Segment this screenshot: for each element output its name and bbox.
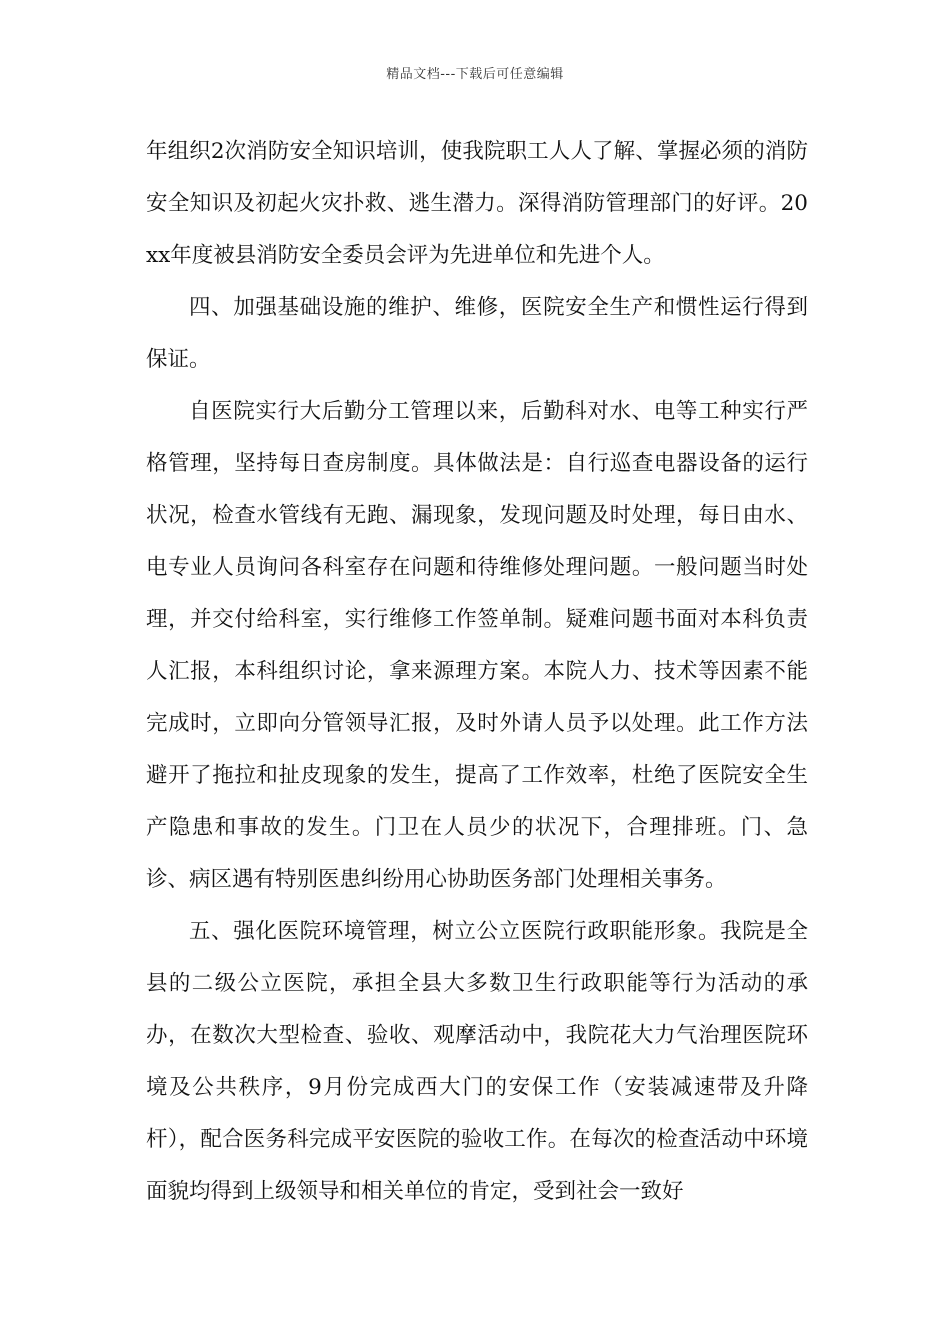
- paragraph-logistics-management: 自医院实行大后勤分工管理以来，后勤科对水、电等工种实行严格管理，坚持每日查房制度。具体做法是：自行巡查电器设备的运行状况，检查水管线有无跑、漏现象，发现问题及时处理，每日由水、电专业人员询问各科室存在问题和待维修处理问题。一般问题当时处理，并交付给科室，实行维修工作签单制。疑难问题书面对本科负责人汇报，本科组织讨论，拿来源理方案。本院人力、技术等因素不能完成时，立即向分管领导汇报，及时外请人员予以处理。此工作方法避开了拖拉和扯皮现象的发生，提高了工作效率，杜绝了医院安全生产隐患和事故的发生。门卫在人员少的状况下，合理排班。门、急诊、病区遇有特别医患纠纷用心协助医务部门处理相关事务。: [146, 399, 808, 892]
- section-heading-environment: 五、强化医院环境管理，树立公立医院行政职能形象。我院是全县的二级公立医院，承担全县大多数卫生行政职能等行为活动的承办，在数次大型检查、验收、观摩活动中，我院花大力气治理医院环境及公共秩序，9月份完成西大门的安保工作（安装减速带及升降杆），配合医务科完成平安医院的验收工作。在每次的检查活动中环境面貌均得到上级领导和相关单位的肯定，受到社会一致好: [146, 919, 808, 1204]
- document-body: [146, 126, 808, 1218]
- page-header: 精品文档---下载后可任意编辑: [386, 67, 564, 82]
- section-heading-infrastructure: 四、加强基础设施的维护、维修，医院安全生产和惯性运行得到保证。: [146, 295, 808, 372]
- paragraph-fire-safety-training: 年组织2次消防安全知识培训，使我院职工人人了解、掌握必须的消防安全知识及初起火灾扑救、逃生潜力。深得消防管理部门的好评。20xx年度被县消防安全委员会评为先进单位和先进个人。: [146, 139, 808, 268]
